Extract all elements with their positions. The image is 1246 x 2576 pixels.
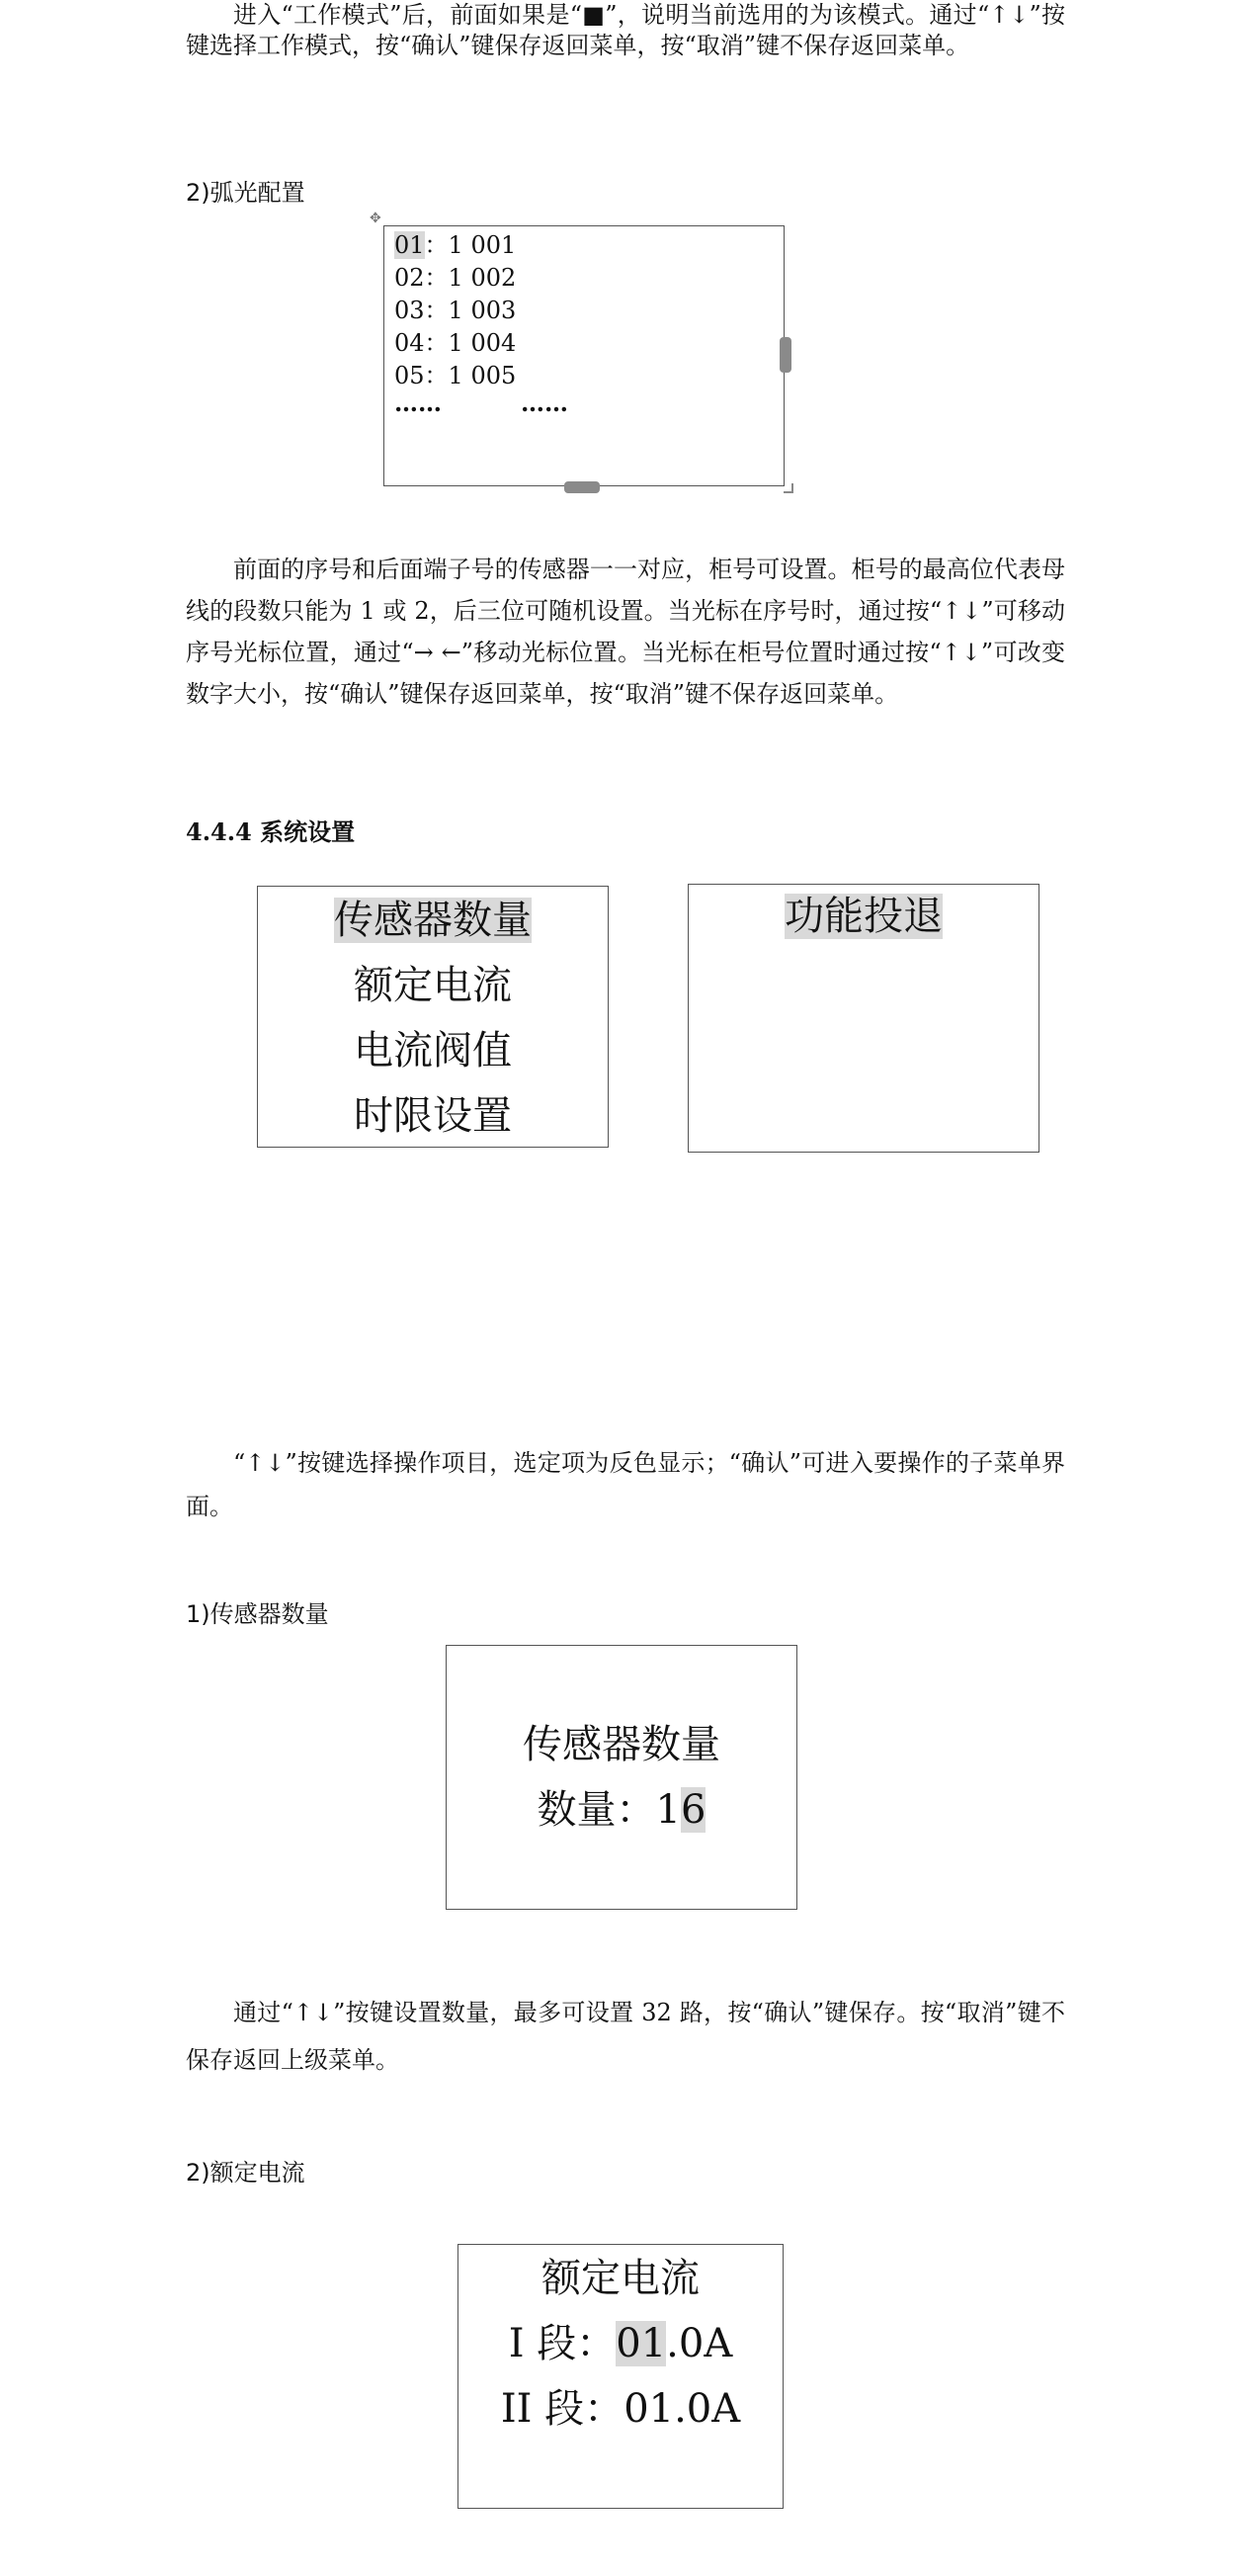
rated-current-line-1-label: I 段：: [508, 2321, 617, 2366]
system-settings-description: “↑↓”按键选择操作项目，选定项为反色显示；“确认”可进入要操作的子菜单界面。: [186, 1449, 1065, 1520]
rated-current-line-2: [458, 2385, 783, 2433]
arc-row-sep: ：: [424, 329, 449, 357]
intro-paragraph: 进入“工作模式”后，前面如果是“■”，说明当前选用的为该模式。通过“↑↓”按键选择工作模式，按“确认”键保存返回菜单，按“取消”键不保存返回菜单。: [186, 1, 1065, 59]
menu-item-current-threshold: 电流阀值: [354, 1028, 512, 1073]
rated-current-title: 额定电流: [541, 2256, 700, 2301]
arc-ellipsis-left: ……: [394, 388, 442, 417]
arc-row-4: [394, 328, 516, 358]
arc-row-2: [394, 263, 516, 293]
menu-item-label: 功能投退: [785, 894, 943, 939]
sensor-count-description: 通过“↑↓”按键设置数量，最多可设置 32 路，按“确认”键保存。按“取消”键不保存返回上级菜单。: [186, 1999, 1065, 2074]
menu-item-label: 传感器数量: [334, 898, 532, 943]
rated-current-label: 2)额定电流: [186, 2159, 305, 2187]
sensor-count-value-line: [447, 1786, 796, 1834]
arc-row-seq: 03: [394, 297, 425, 324]
sensor-count-digit-1: 1: [655, 1787, 681, 1833]
arc-row-value: 1 002: [448, 264, 517, 292]
sensor-count-title: 传感器数量: [523, 1722, 720, 1767]
resize-handle-right[interactable]: [780, 337, 791, 373]
arc-config-description: 前面的序号和后面端子号的传感器一一对应，柜号可设置。柜号的最高位代表母线的段数只能为 1 或 2，后三位可随机设置。当光标在序号时，通过按“↑↓”可移动序号光标位置，通过“→ ←”移动光标位置。当光标在柜号位置时通过按“↑↓”可改变数字大小，按“确认”键保存返回菜单，按“取消”键不保存返回菜单。: [186, 556, 1065, 708]
rated-current-line-1-rest: .0A: [666, 2321, 733, 2366]
arc-row-value: 1 004: [448, 329, 517, 357]
arc-config-label: 2)弧光配置: [186, 179, 305, 207]
resize-handle-corner[interactable]: [784, 483, 793, 493]
sensor-count-value-label: 数量：: [537, 1787, 656, 1833]
arc-row-3: [394, 296, 516, 325]
arc-row-value: 1 001: [448, 231, 517, 259]
rated-current-line-2-value: 01.0A: [623, 2386, 741, 2432]
sensor-count-lcd: [446, 1645, 797, 1910]
menu-item-sensor-count: [258, 897, 608, 944]
arc-row-value: 1 005: [448, 362, 517, 389]
menu-item-time-limit: 时限设置: [354, 1093, 512, 1139]
rated-current-line-2-label: II 段：: [500, 2386, 624, 2432]
system-menu-lcd-right: [688, 884, 1039, 1153]
arc-ellipsis-right: ……: [521, 388, 568, 417]
rated-current-line-1-highlight: 01: [616, 2321, 667, 2366]
arc-config-lcd: [383, 225, 785, 486]
arc-row-seq: 01: [394, 231, 425, 259]
arc-row-seq: 04: [394, 329, 425, 357]
rated-current-lcd: [457, 2244, 784, 2509]
arc-row-seq: 02: [394, 264, 425, 292]
arc-row-sep: ：: [424, 231, 449, 259]
arc-row-seq: 05: [394, 362, 425, 389]
arc-row-value: 1 003: [448, 297, 517, 324]
arc-row-sep: ：: [424, 297, 449, 324]
menu-item-function-toggle: [689, 893, 1038, 940]
arc-row-sep: ：: [424, 362, 449, 389]
sensor-count-label: 1)传感器数量: [186, 1600, 329, 1628]
sensor-count-digit-2: 6: [681, 1787, 706, 1833]
resize-handle-bottom[interactable]: [564, 481, 600, 493]
arc-row-sep: ：: [424, 264, 449, 292]
arc-row-5: [394, 361, 516, 390]
menu-item-rated-current: 额定电流: [354, 963, 512, 1008]
arc-row-1: [394, 230, 516, 260]
move-handle-icon[interactable]: ✥: [370, 211, 381, 226]
rated-current-line-1: [458, 2320, 783, 2367]
system-settings-heading: 4.4.4 系统设置: [186, 817, 356, 846]
system-menu-lcd-left: [257, 886, 609, 1148]
